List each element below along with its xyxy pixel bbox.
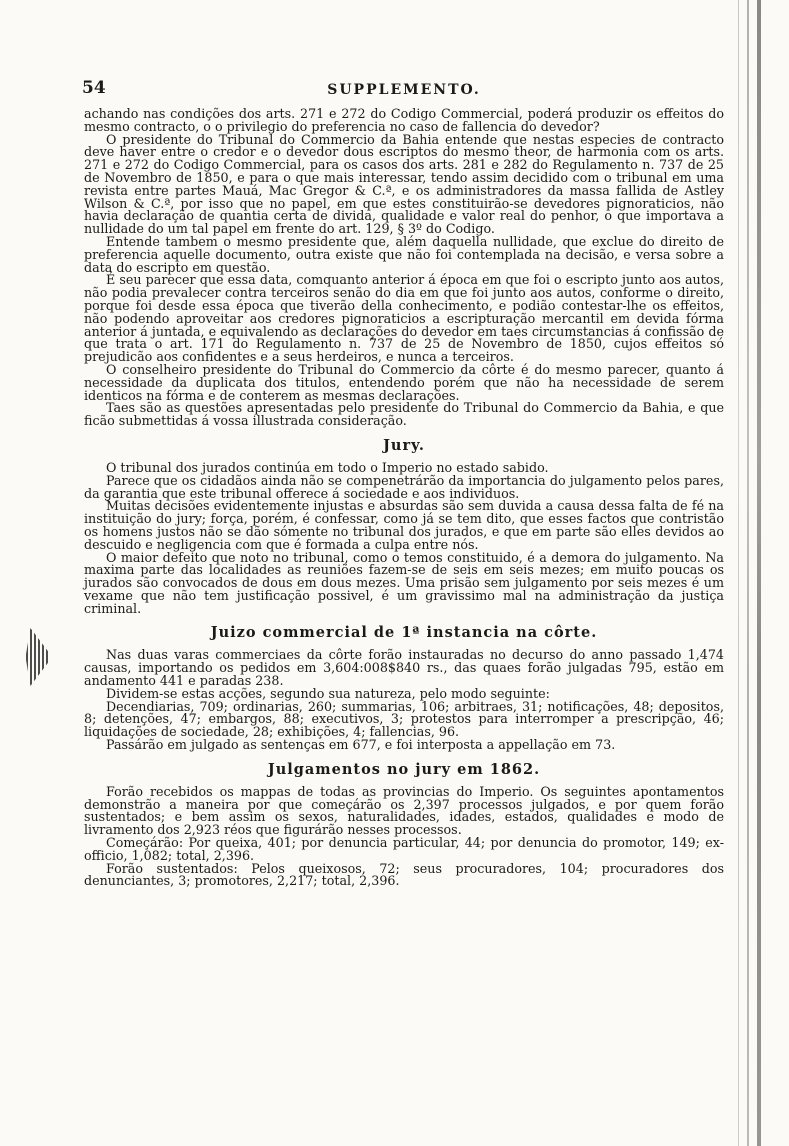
page-binding-edge [757,0,761,1146]
document-body [84,108,724,888]
section-heading: Jury. [383,436,425,454]
paragraph: Nas duas varas commerciaes da côrte forão instauradas no decurso do anno passado 1,474 causas, importando os pedidos em 3,604:008$840 rs., das quaes forão julgadas 795, estão em andamento 441 e paradas 238. [84,647,724,689]
section-heading: Julgamentos no jury em 1862. [267,760,541,778]
document-page [82,78,724,889]
paragraph: É seu parecer que essa data, comquanto anterior á época em que foi o escripto junto aos autos, não podia prevalecer contra terceiros senão do dia em que foi junto aos autos, conforme o direito, porque foi desde essa época que tiverão della conhecimento, e podião contestar-lhe os effeitos, não podendo aproveitar aos credores pignoraticios a escripturação mercantil em devida fórma anterior á juntada, e equivalendo as declarações do devedor em taes circumstancias á confissão de que trata o art. 171 do Regulamento n. 737 de 25 de Novembro de 1850, cujos effeitos só prejudicão aos confidentes e a seus herdeiros, e nunca a terceiros. [84,272,724,365]
paragraph: Parece que os cidadãos ainda não se compenetrárão da importancia do julgamento pelos pares, da garantia que este tribunal offerece á sociedade e aos individuos. [84,472,724,501]
paragraph: Entende tambem o mesmo presidente que, além daquella nullidade, que exclue do direito de preferencia aquelle documento, outra existe que não foi contemplada na decisão, e versa sobre a data do escripto em questão. [84,233,724,275]
paragraph: Decendiarias, 709; ordinarias, 260; summarias, 106; arbitraes, 31; notificações, 48; depositos, 8; detenções, 47; embargos, 88; executivos, 3; protestos para interromper a prescripção, 46; liquidações de sociedade, 28; exhibições, 4; fallencias, 96. [84,698,724,740]
paragraph: Passárão em julgado as sentenças em 677, e foi interposta a appellação em 73. [106,737,616,753]
running-head: SUPPLEMENTO. [327,82,481,98]
paragraph: Taes são as questões apresentadas pelo presidente do Tribunal do Commercio da Bahia, e que ficão submettidas á vossa illustrada consideração. [84,400,724,429]
paragraph: Forão sustentados: Pelos queixosos, 72; seus procuradores, 104; procuradores dos denunciantes, 3; promotores, 2,217; total, 2,396. [84,860,724,889]
page-edge-line [738,0,739,1146]
paragraph: Dividem-se estas acções, segundo sua natureza, pelo modo seguinte: [106,685,550,701]
page-header [82,78,724,104]
paragraph: achando nas condições dos arts. 271 e 272 do Codigo Commercial, poderá produzir os effeitos do mesmo contracto, o o privilegio do preferencia no caso de fallencia do devedor? [84,106,724,134]
ink-blot-mark [26,628,48,686]
paragraph: O maior defeito que noto no tribunal, como o temos constituido, é a demora do julgamento. Na maxima parte das localidades as reuniões fazem-se de seis em seis mezes; em muito poucas os jurados são convocados de dous em dous mezes. Uma prisão sem julgamento por seis mezes é um vexame que não tem justificação possivel, é um gravissimo mal na administração da justiça criminal. [84,549,724,616]
paragraph: Forão recebidos os mappas de todas as provincias do Imperio. Os seguintes apontamentos demonstrão a maneira por que começárão os 2,397 processos julgados, e por quem forão sustentados; e bem assim os sexos, naturalidades, idades, estados, qualidades e modo de livramento dos 2,923 réos que figurárão nesses processos. [84,783,724,838]
page-number: 54 [82,78,106,98]
paragraph: O presidente do Tribunal do Commercio da Bahia entende que nestas especies de contracto deve haver entre o credor e o devedor dous escriptos do mesmo theor, de harmonia com os arts. 271 e 272 do Codigo Commercial, para os casos dos arts. 281 e 282 do Regulamento n. 737 de 25 de Novembro de 1850, e para o que mais interessar, tendo assim decidido com o tribunal em uma revista entre partes Mauá, Mac Gregor & C.ª, e os administradores da massa fallida de Astley Wilson & C.ª, por isso que no papel, em que estes constituirão-se devedores pignoraticios, não havia declaração de quantia certa de divida, qualidade e valor real do penhor, o que importava a nullidade do um tal papel em frente do art. 129, § 3º do Codigo. [84,131,724,237]
section-heading: Juizo commercial de 1ª instancia na côrte. [210,624,598,642]
paragraph: Muitas decisões evidentemente injustas e absurdas são sem duvida a causa dessa falta de fé na instituição do jury; força, porém, é confessar, como já se tem dito, que esses factos que contristão os homens justos não se dão sómente no tribunal dos jurados, e que em parte são elles devidos ao descuido e negligencia com que é formada a culpa entre nós. [84,498,724,552]
paragraph: O tribunal dos jurados continúa em todo o Imperio no estado sabido. [106,459,549,475]
paragraph: O conselheiro presidente do Tribunal do Commercio da côrte é do mesmo parecer, quanto á necessidade da duplicata dos titulos, entendendo porém que não ha necessidade de serem identicos na fórma e de conterem as mesmas declarações. [84,361,724,403]
paragraph: Começárão: Por queixa, 401; por denuncia particular, 44; por denuncia do promotor, 149; ex-officio, 1,082; total, 2,396. [84,835,724,863]
page-binding-shadow [747,0,749,1146]
